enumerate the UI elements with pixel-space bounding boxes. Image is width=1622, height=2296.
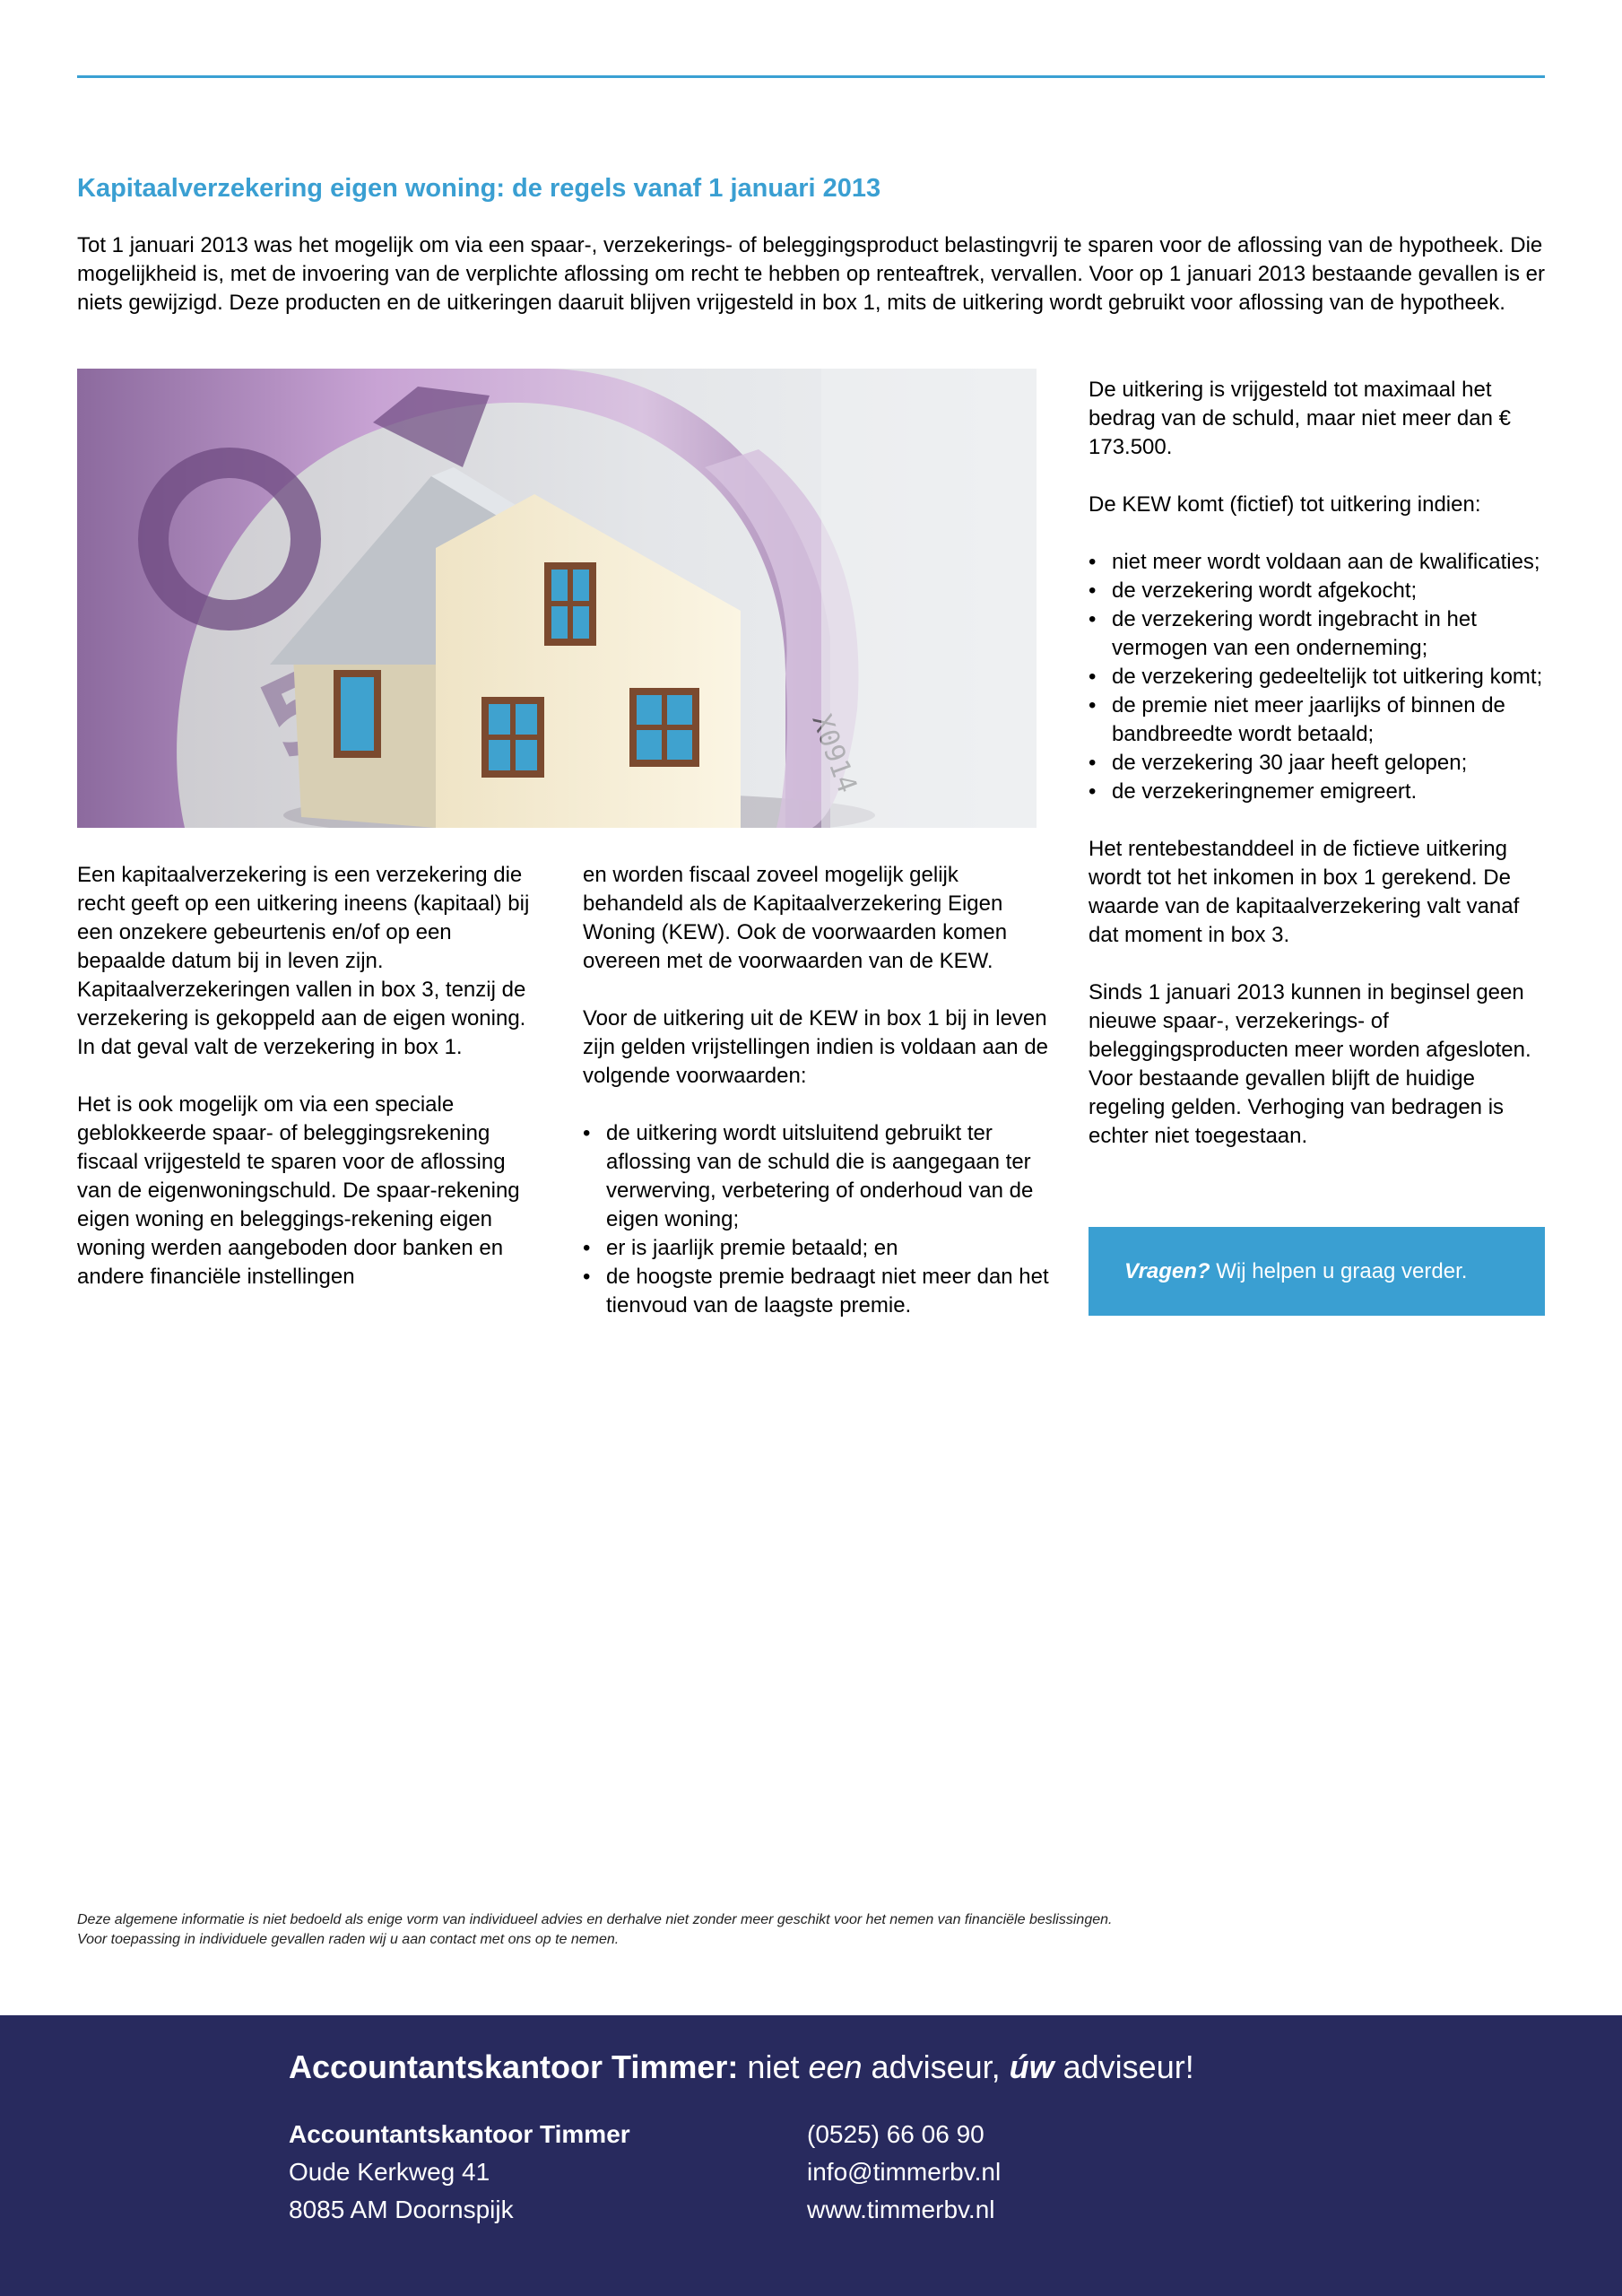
house-banknote-photo	[77, 369, 1037, 828]
disclaimer-line-1: Deze algemene informatie is niet bedoeld als enige vorm van individueel advies en derhalve niet zonder meer geschikt voor het nemen van financiële beslissingen.	[77, 1912, 1113, 1927]
col3-paragraph-4: Sinds 1 januari 2013 kunnen in beginsel geen nieuwe spaar-, verzekerings- of beleggingsproducten meer worden afgesloten. Voor bestaande gevallen blijft de huidige regeling gelden. Verhoging van bedragen is echter niet toegestaan.	[1089, 980, 1531, 1148]
list-item: • de uitkering wordt uitsluitend gebruikt ter aflossing van de schuld die is aangegaan ter verwerving, verbetering of onderhoud van de eigen woning;	[583, 1119, 1049, 1234]
disclaimer	[77, 1910, 1545, 1950]
slogan-text: niet	[738, 2048, 809, 2085]
list-item: • de verzekering gedeeltelijk tot uitkering komt;	[1089, 663, 1545, 691]
callout-text: Wij helpen u graag verder.	[1210, 1258, 1468, 1283]
slogan-text: adviseur!	[1054, 2048, 1194, 2085]
list-item: • de verzekeringnemer emigreert.	[1089, 778, 1545, 806]
footer-contact	[807, 2116, 1001, 2229]
footer-slogan	[289, 2048, 1194, 2087]
callout-question: Vragen?	[1124, 1258, 1210, 1283]
col3-paragraph-1: De uitkering is vrijgesteld tot maximaal het bedrag van de schuld, maar niet meer dan € 173.500.	[1089, 378, 1511, 459]
intro-paragraph: Tot 1 januari 2013 was het mogelijk om via een spaar-, verzekerings- of beleggingsproduct belastingvrij te sparen voor de aflossing van de hypotheek. Die mogelijkheid is, met de invoering van de verplichte aflossing om recht te hebben op renteaftrek, vervallen. Voor op 1 januari 2013 bestaande gevallen is er niets gewijzigd. Deze producten en de uitkeringen daaruit blijven vrijgesteld in box 1, mits de uitkering wordt gebruikt voor aflossing van de hypotheek.	[77, 233, 1545, 315]
footer	[0, 2015, 1622, 2296]
list-item: • de verzekering 30 jaar heeft gelopen;	[1089, 749, 1545, 778]
list-item: • de hoogste premie bedraagt niet meer dan het tienvoud van de laagste premie.	[583, 1263, 1049, 1320]
footer-city: 8085 AM Doornspijk	[289, 2196, 514, 2223]
payout-triggers-list	[1089, 548, 1545, 806]
col2-paragraph-2: Voor de uitkering uit de KEW in box 1 bij in leven zijn gelden vrijstellingen indien is voldaan aan de volgende voorwaarden:	[583, 1006, 1049, 1088]
conditions-list	[583, 1119, 1049, 1320]
questions-callout	[1089, 1227, 1545, 1316]
list-item: • er is jaarlijk premie betaald; en	[583, 1234, 1049, 1263]
list-item: • de premie niet meer jaarlijks of binnen de bandbreedte wordt betaald;	[1089, 691, 1545, 749]
slogan-text: adviseur,	[862, 2048, 1010, 2085]
disclaimer-line-2: Voor toepassing in individuele gevallen raden wij u aan contact met ons op te nemen.	[77, 1932, 620, 1947]
slogan-text: een	[808, 2048, 863, 2085]
slogan-text: úw	[1009, 2048, 1054, 2085]
list-item: • de verzekering wordt ingebracht in het vermogen van een onderneming;	[1089, 605, 1545, 663]
col1-paragraph-2: Het is ook mogelijk om via een speciale geblokkeerde spaar- of beleggingsrekening fiscaal vrijgesteld te sparen voor de aflossing van de eigenwoningschuld. De spaar-rekening eigen woning en beleggings-rekening eigen woning werden aangeboden door banken en andere financiële instellingen	[77, 1092, 520, 1289]
col3-paragraph-3: Het rentebestanddeel in de fictieve uitkering wordt tot het inkomen in box 1 gerekend. De waarde van de kapitaalverzekering valt vanaf dat moment in box 3.	[1089, 837, 1520, 947]
slogan-company: Accountantskantoor Timmer:	[289, 2048, 739, 2085]
article-title: Kapitaalverzekering eigen woning: de regels vanaf 1 januari 2013	[77, 174, 881, 203]
header-rule	[77, 75, 1545, 78]
list-item: • de verzekering wordt afgekocht;	[1089, 577, 1545, 605]
column-2	[583, 861, 1049, 1349]
footer-company-name: Accountantskantoor Timmer	[289, 2120, 630, 2148]
column-3	[1089, 376, 1545, 1151]
footer-street: Oude Kerkweg 41	[289, 2158, 490, 2186]
footer-website[interactable]: www.timmerbv.nl	[807, 2196, 995, 2223]
footer-phone[interactable]: (0525) 66 06 90	[807, 2120, 984, 2148]
list-item: • niet meer wordt voldaan aan de kwalificaties;	[1089, 548, 1545, 577]
col2-paragraph-1: en worden fiscaal zoveel mogelijk gelijk behandeld als de Kapitaalverzekering Eigen Woning (KEW). Ook de voorwaarden komen overeen met de voorwaarden van de KEW.	[583, 863, 1008, 973]
footer-address	[289, 2116, 630, 2229]
col3-paragraph-2: De KEW komt (fictief) tot uitkering indien:	[1089, 492, 1481, 517]
footer-email[interactable]: info@timmerbv.nl	[807, 2158, 1002, 2186]
column-1	[77, 861, 543, 1292]
col1-paragraph-1: Een kapitaalverzekering is een verzekering die recht geeft op een uitkering ineens (kapitaal) bij een onzekere gebeurtenis en/of op een bepaalde datum bij in leven zijn. Kapitaalverzekeringen vallen in box 3, tenzij de verzekering is gekoppeld aan de eigen woning. In dat geval valt de verzekering in box 1.	[77, 863, 530, 1059]
